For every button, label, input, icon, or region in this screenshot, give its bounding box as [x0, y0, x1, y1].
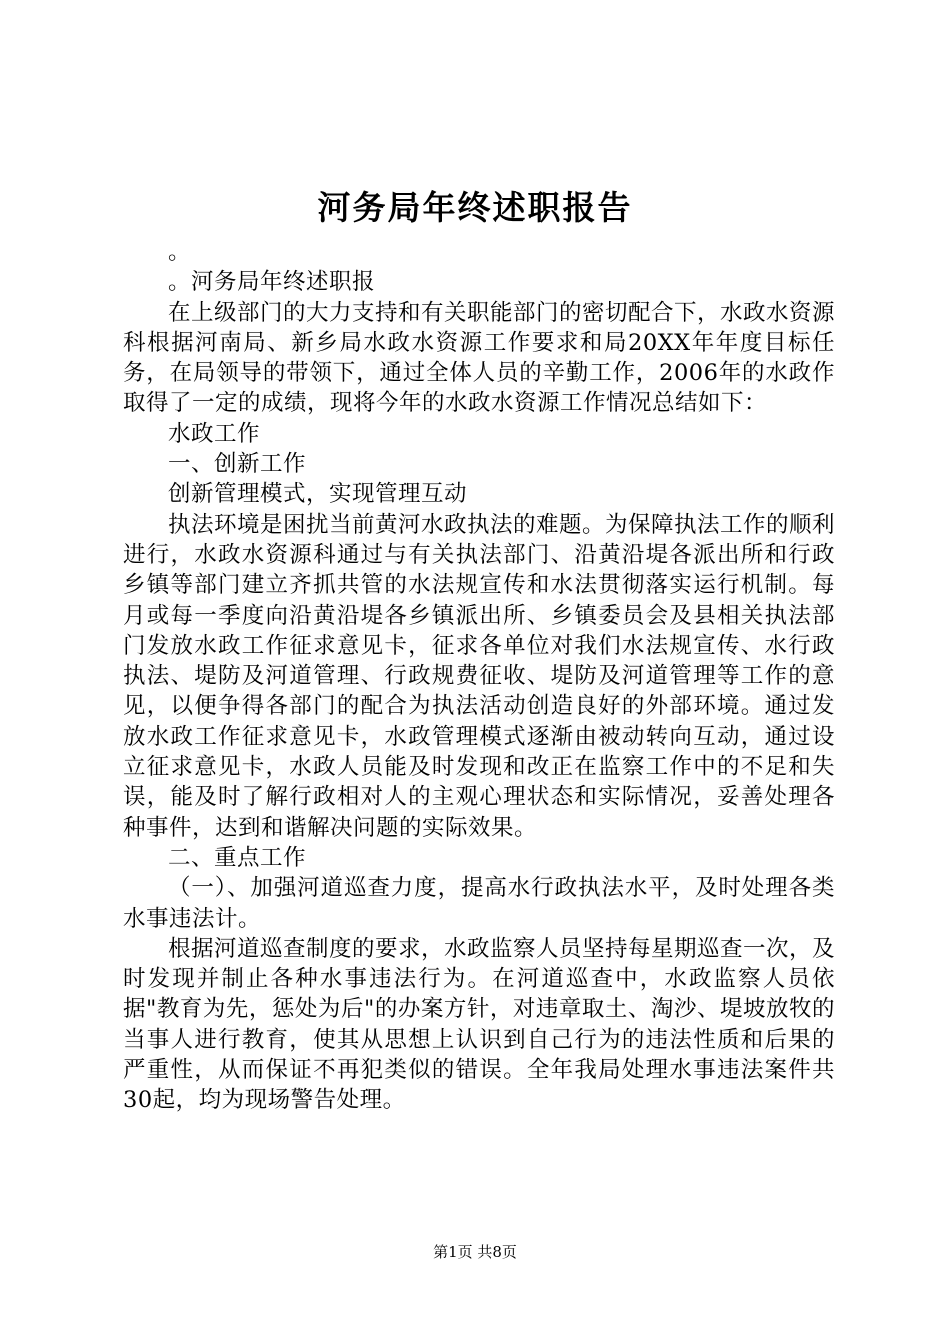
subsection-heading: （一）、加强河道巡查力度，提高水行政执法水平，及时处理各类水事违法计。	[123, 875, 835, 932]
paragraph: 。河务局年终述职报	[168, 269, 376, 296]
section-heading: 一、创新工作	[168, 451, 307, 478]
paragraph: 执法环境是困扰当前黄河水政执法的难题。为保障执法工作的顺利进行，水政水资源科通过与有关执法部门、沿黄沿堤各派出所和行政乡镇等部门建立齐抓共管的水法规宣传和水法贯彻落实运行机制。每月或每一季度向沿黄沿堤各乡镇派出所、乡镇委员会及县相关执法部门发放水政工作征求意见卡，征求各单位对我们水法规宣传、水行政执法、堤防及河道管理、行政规费征收、堤防及河道管理等工作的意见，以便争得各部门的配合为执法活动创造良好的外部环境。通过发放水政工作征求意见卡，水政管理模式逐渐由被动转向互动，通过设立征求意见卡，水政人员能及时发现和改正在监察工作中的不足和失误，能及时了解行政相对人的主观心理状态和实际情况，妥善处理各种事件，达到和谐解决问题的实际效果。	[123, 511, 836, 841]
section-heading: 二、重点工作	[168, 844, 307, 871]
section-heading: 水政工作	[168, 420, 261, 447]
document-body	[123, 237, 835, 1116]
paragraph: 。	[168, 239, 192, 265]
paragraph: 根据河道巡查制度的要求，水政监察人员坚持每星期巡查一次，及时发现并制止各种水事违法行为。在河道巡查中，水政监察人员依据"教育为先，惩处为后"的办案方针，对违章取土、淘沙、堤坡放牧的当事人进行教育，使其从思想上认识到自己行为的违法性质和后果的严重性，从而保证不再犯类似的错误。全年我局处理水事违法案件共30起，均为现场警告处理。	[123, 935, 836, 1114]
page-footer: 第1页 共8页	[433, 1243, 517, 1261]
paragraph: 在上级部门的大力支持和有关职能部门的密切配合下，水政水资源科根据河南局、新乡局水政水资源工作要求和局20XX年年度目标任务，在局领导的带领下，通过全体人员的辛勤工作，2006年的水政作取得了一定的成绩，现将今年的水政水资源工作情况总结如下：	[123, 299, 836, 417]
subsection-heading: 创新管理模式，实现管理互动	[168, 481, 468, 508]
document-title: 河务局年终述职报告	[317, 188, 633, 227]
